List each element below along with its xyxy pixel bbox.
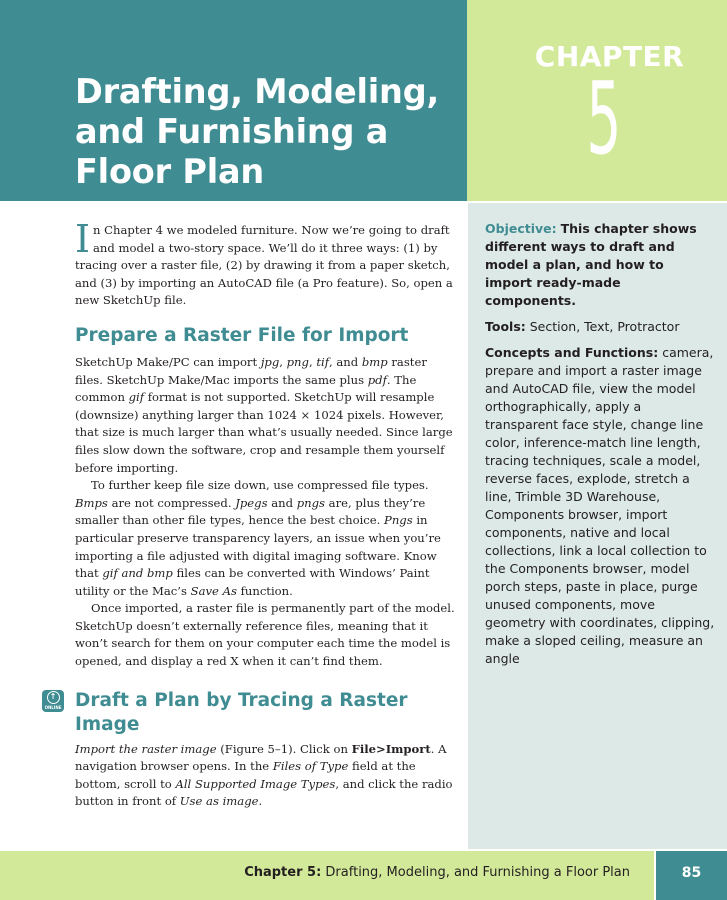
title-band (0, 0, 467, 201)
chapter-word: CHAPTER (534, 40, 685, 73)
objective-paragraph (485, 220, 715, 310)
main-text-column (44, 217, 455, 811)
intro-paragraph (75, 217, 455, 310)
tools-text: Section, Text, Protractor (529, 319, 680, 334)
chapter-number: 5 (586, 60, 622, 177)
section-heading-draft-plan-text: Draft a Plan by Tracing a Raster Image (75, 689, 408, 735)
concepts-text: camera, prepare and import a raster image and AutoCAD file, view the model orthographically, apply a transparent face style, change line color, inference-match line length, tracing techniques, scale a model, reverse faces, explode, stretch a line, Trimble 3D Warehouse, Components browser, import components, native and local collections, link a local collection to the Components browser, model porch steps, paste in place, purge unused components, move geometry with coordinates, clipping, make a sloped ceiling, measure an angle (485, 345, 715, 666)
drop-cap: I (75, 217, 91, 261)
concepts-paragraph (485, 344, 715, 668)
chapter-title: Drafting, Modeling, and Furnishing a Floor Plan (75, 72, 439, 191)
page-number-box (656, 851, 727, 900)
compression-paragraph: To further keep file size down, use compressed file types. Bmps are not compressed. Jpegs and pngs are, plus they’re smaller than other file types, hence the best choice. Pngs in particular preserve transparency layers, an issue when you’re importing a file adjusted with digital imaging software. Know that gif and bmp files can be converted with Windows’ Paint utility or the Mac’s Save As function. (75, 478, 441, 598)
page-number: 85 (681, 865, 702, 881)
objective-text: This chapter shows different ways to draft and model a plan, and how to import ready-made components. (485, 221, 697, 308)
chapter-label-box (467, 0, 727, 201)
footer-chapter-label: Chapter 5: (244, 865, 322, 880)
footer-chapter-title: Drafting, Modeling, and Furnishing a Floor Plan (325, 865, 630, 880)
section-heading-draft-plan (44, 689, 455, 737)
objectives-sidebar (468, 203, 727, 849)
tools-paragraph (485, 318, 715, 336)
import-steps-paragraph: Import the raster image (Figure 5–1). Click on File>Import. A navigation browser opens. In the Files of Type field at the bottom, scroll to All Supported Image Types, and click the radio button in front of Use as image. (75, 741, 453, 809)
footer-chapter-text (244, 865, 630, 880)
tools-label: Tools: (485, 319, 526, 334)
online-resource-icon: ↑ ONLINE (42, 690, 64, 712)
import-permanent-paragraph: Once imported, a raster file is permanently part of the model. SketchUp doesn’t externally reference files, meaning that it won’t search for them on your computer each time the model is opened, and display a red X when it can’t find them. (75, 601, 455, 669)
section-heading-prepare-raster: Prepare a Raster File for Import (75, 324, 409, 346)
raster-formats-paragraph: SketchUp Make/PC can import jpg, png, tif, and bmp raster files. SketchUp Make/Mac imports the same plus pdf. The common gif format is not supported. SketchUp will resample (downsize) anything larger than 1024 × 1024 pixels. However, that size is much larger than what’s usually needed. Since large files slow down the software, crop and resample them yourself before importing. (75, 354, 453, 475)
running-footer (0, 851, 654, 900)
intro-text: n Chapter 4 we modeled furniture. Now we’re going to draft and model a two-story space. We’ll do it three ways: (1) by tracing over a raster file, (2) by drawing it from a paper sketch, and (3) by importing an AutoCAD file (a Pro feature). So, open a new SketchUp file. (75, 223, 453, 308)
concepts-label: Concepts and Functions: (485, 345, 659, 360)
objective-label: Objective: (485, 221, 557, 236)
